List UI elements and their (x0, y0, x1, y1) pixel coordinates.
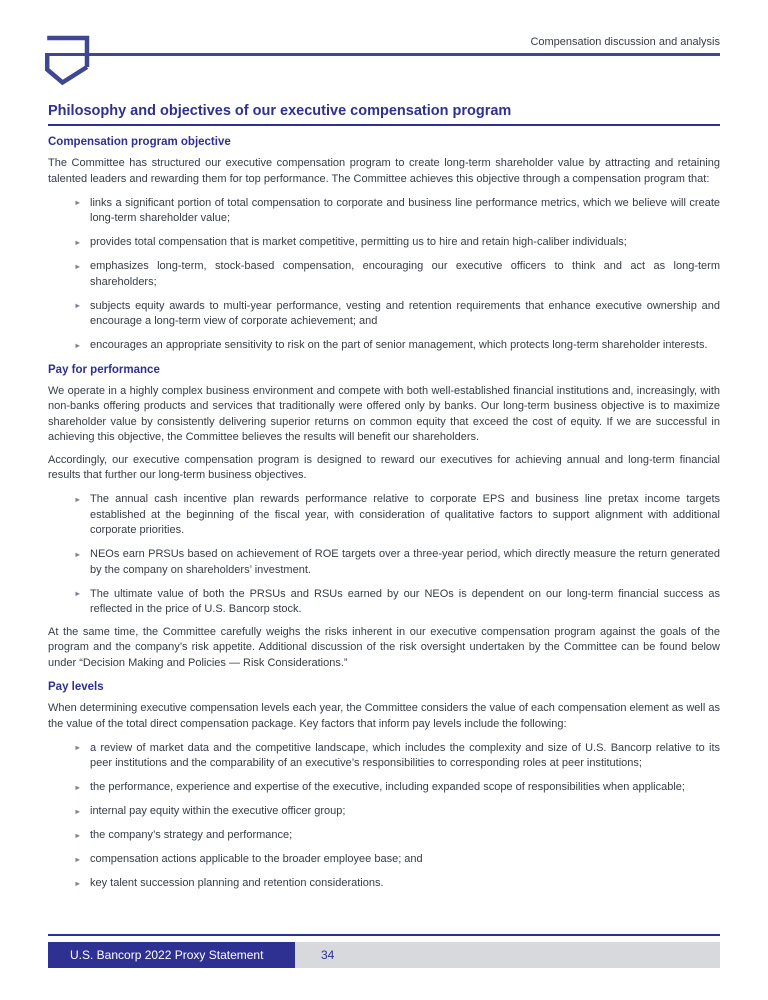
footer-rule (48, 934, 720, 936)
bullet-text: NEOs earn PRSUs based on achievement of ROE targets over a three-year period, which directly measure the return generated by the company on shareholders’ investment. (90, 548, 720, 576)
bullet-item (74, 741, 720, 772)
triangle-bullet-icon: ► (74, 830, 82, 840)
bullet-item (74, 828, 720, 844)
section-heading: Pay for performance (48, 363, 160, 376)
triangle-bullet-icon: ► (74, 301, 82, 310)
title-rule (48, 124, 720, 126)
paragraph: When determining executive compensation levels each year, the Committee considers the value of each compensation element as well as the value of the total direct compensation package. Key factors that inform pay levels include the following: (48, 702, 720, 730)
bullet-list (48, 196, 720, 354)
header-section-label: Compensation discussion and analysis (530, 36, 720, 48)
triangle-bullet-icon: ► (74, 261, 82, 271)
bullet-text: subjects equity awards to multi-year performance, vesting and retention requirements that enhance executive ownership and encourage a long-term view of corporate achievement; and (90, 299, 720, 327)
bullet-item (74, 852, 720, 868)
bullet-text: The annual cash incentive plan rewards performance relative to corporate EPS and business line pretax income targets established at the beginning of the fiscal year, with consideration of qualitative factors to support alignment with additional corporate priorities. (90, 493, 720, 536)
triangle-bullet-icon: ► (74, 340, 82, 350)
bullet-item (74, 492, 720, 539)
bullet-text: the company’s strategy and performance; (90, 829, 293, 841)
content-sections (48, 135, 720, 892)
bullet-text: The ultimate value of both the PRSUs and RSUs earned by our NEOs is dependent on our long-term financial success as reflected in the price of U.S. Bancorp stock. (90, 587, 720, 615)
section-heading: Pay levels (48, 681, 104, 693)
bullet-text: provides total compensation that is market competitive, permitting us to hire and retain high-caliber individuals; (90, 236, 627, 248)
triangle-bullet-icon: ► (74, 549, 82, 559)
triangle-bullet-icon: ► (74, 237, 82, 247)
triangle-bullet-icon: ► (74, 198, 82, 207)
content-area (48, 56, 720, 892)
triangle-bullet-icon: ► (74, 589, 82, 598)
bullet-text: compensation actions applicable to the broader employee base; and (90, 853, 423, 865)
paragraph: Accordingly, our executive compensation program is designed to reward our executives for achieving annual and long-term financial results that further our long-term business objectives. (48, 453, 720, 481)
bullet-item (74, 780, 720, 796)
bullet-item (74, 338, 720, 354)
footer-publication-label: U.S. Bancorp 2022 Proxy Statement (48, 942, 295, 968)
page-footer (48, 934, 720, 968)
bullet-text: internal pay equity within the executive officer group; (90, 805, 346, 817)
bullet-item (74, 259, 720, 290)
paragraph: We operate in a highly complex business environment and compete with both well-established financial institutions and, increasingly, with non-banks offering products and services that traditionally were offered only by banks. Our long-term business objective is to maximize shareholder value by consistently delivering superior returns on common equity that exceed the cost of equity. If we are successful in achieving this objective, the Committee believes the results will benefit our shareholders. (48, 384, 720, 443)
footer-page-number: 34 (295, 942, 720, 968)
paragraph: At the same time, the Committee carefully weighs the risks inherent in our executive compensation program against the goals of the program and the company’s risk appetite. Additional discussion of the risk oversight undertaken by the Committee can be found below under “Decision Making and Policies — Risk Considerations.” (48, 625, 720, 669)
paragraph: The Committee has structured our executive compensation program to create long-term shareholder value by attracting and retaining talented leaders and rewarding them for top performance. The Committee achieves this objective through a compensation program that: (48, 157, 720, 185)
bullet-text: links a significant portion of total compensation to corporate and business line performance metrics, which we believe will create long-term shareholder value; (90, 196, 720, 224)
triangle-bullet-icon: ► (74, 854, 82, 864)
triangle-bullet-icon: ► (74, 494, 82, 504)
section-heading: Compensation program objective (48, 136, 231, 148)
bullet-text: key talent succession planning and retention considerations. (90, 877, 384, 889)
bullet-text: emphasizes long-term, stock-based compensation, encouraging our executive officers to think and act as long-term shareholders; (90, 260, 720, 288)
bullet-item (74, 196, 720, 227)
triangle-bullet-icon: ► (74, 878, 82, 888)
footer-bar (48, 942, 720, 968)
bullet-item (74, 547, 720, 578)
bullet-item (74, 876, 720, 892)
bullet-item (74, 299, 720, 330)
bullet-item (74, 804, 720, 820)
bullet-text: encourages an appropriate sensitivity to risk on the part of senior management, which protects long-term shareholder interests. (90, 339, 708, 351)
bullet-list (48, 741, 720, 892)
page-title: Philosophy and objectives of our executive compensation program (48, 103, 512, 119)
bullet-item (74, 587, 720, 618)
bullet-text: the performance, experience and expertise of the executive, including expanded scope of responsibilities when applicable; (90, 781, 685, 793)
triangle-bullet-icon: ► (74, 806, 82, 816)
triangle-bullet-icon: ► (74, 782, 82, 792)
bullet-text: a review of market data and the competitive landscape, which includes the complexity and size of U.S. Bancorp relative to its peer institutions and the comparability of an executive’s responsibilities to corresponding roles at peer institutions; (90, 741, 720, 769)
bullet-item (74, 235, 720, 251)
bullet-list (48, 492, 720, 618)
triangle-bullet-icon: ► (74, 743, 82, 752)
